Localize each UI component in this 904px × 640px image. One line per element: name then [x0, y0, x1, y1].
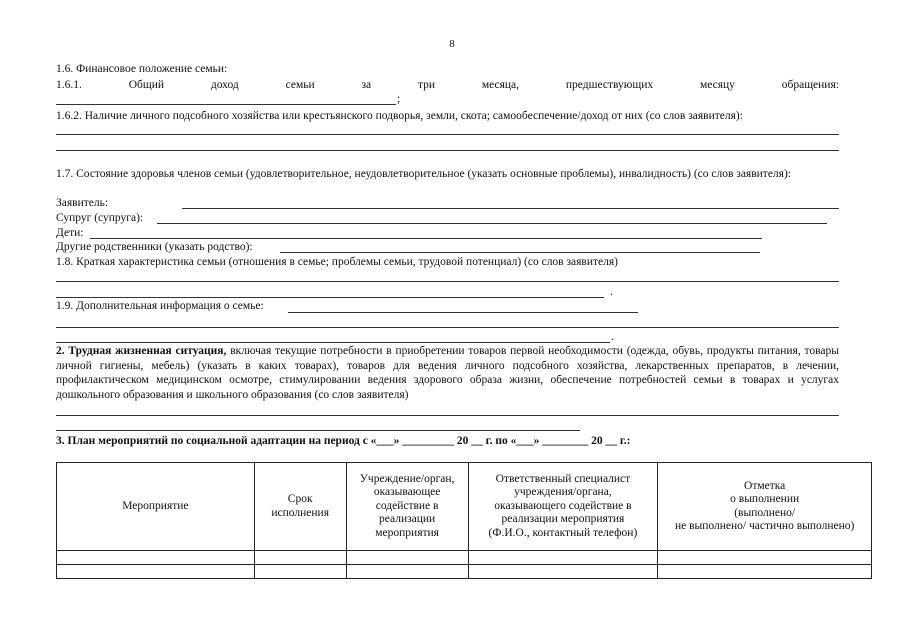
spouse-label: Супруг (супруга): — [56, 212, 144, 224]
fill-line[interactable] — [56, 430, 580, 431]
table-header-line: Учреждение/орган, — [359, 472, 455, 485]
table-cell[interactable] — [468, 551, 658, 565]
children-label: Дети: — [56, 227, 84, 239]
section-2-text — [56, 344, 839, 402]
table-header-line: Ответственный специалист — [495, 472, 631, 485]
section-1-6-2-text: 1.6.2. Наличие личного подсобного хозяйства или крестьянского подворья, земли, скота; самообеспечение/доход от них (со слов заявителя): — [56, 110, 743, 122]
table-cell[interactable] — [658, 565, 872, 579]
table-header-line: (выполнено/ — [734, 506, 796, 519]
section-1-6-1-word: семьи — [285, 79, 315, 91]
section-1-6-1-word: Общий — [128, 79, 165, 91]
section-1-9-end-mark: . — [611, 331, 614, 343]
table-header-line: (Ф.И.О., контактный телефон) — [488, 526, 638, 539]
section-1-6-1-word: месяца, — [481, 79, 520, 91]
table-header-line: не выполнено/ частично выполнено) — [674, 520, 855, 532]
table-header-line: реализации мероприятия — [501, 513, 625, 526]
section-1-6-1-word: 1.6.1. — [56, 79, 82, 91]
table-header-row — [57, 463, 872, 551]
applicant-label: Заявитель: — [56, 197, 109, 209]
section-1-8-end-mark: . — [610, 286, 613, 298]
section-1-6-1-word: за — [361, 79, 372, 91]
section-1-6-1-word: три — [417, 79, 436, 91]
header-institution — [346, 463, 468, 551]
table-row — [57, 565, 872, 579]
table-cell[interactable] — [346, 551, 468, 565]
fill-line[interactable] — [56, 342, 610, 343]
fill-line[interactable] — [288, 312, 638, 313]
spouse-line[interactable] — [157, 223, 827, 224]
table-header-line: Мероприятие — [122, 499, 189, 512]
section-1-6-1-word: обращения: — [781, 79, 839, 91]
header-activity — [57, 463, 255, 551]
relatives-label: Другие родственники (указать родство): — [56, 241, 253, 253]
table-header-line: оказывающее — [373, 486, 441, 499]
table-header-line: исполнения — [271, 506, 329, 519]
table-cell[interactable] — [346, 565, 468, 579]
section-1-6-1-word: предшествующих — [565, 79, 654, 91]
table-header-line: содействие в — [375, 499, 439, 512]
fill-line[interactable] — [56, 150, 839, 151]
table-header-line: о выполнении — [730, 493, 800, 505]
table-header-line: Срок — [287, 493, 313, 505]
section-2-body: включая текущие потребности в приобретении товаров первой необходимости (одежда, обувь, продукты питания, товары личной гигиены, мебель) (указать в каких товарах), товаров для ведения личного подсобного хозяйства, лекарственных препаратов, в лечении, профилактическом медицинском осмотре, стимулировании ведения здорового образа жизни, обеспечение потребностей семьи в товарах и услугах дошкольного образования и школьного образования (со слов заявителя) — [56, 345, 839, 401]
section-1-9-text: 1.9. Дополнительная информация о семье: — [56, 300, 264, 312]
table-header-line: реализации — [379, 513, 436, 526]
section-1-6-1-word: доход — [210, 79, 239, 91]
section-2-title: 2. Трудная жизненная ситуация, — [56, 345, 227, 357]
table-cell[interactable] — [468, 565, 658, 579]
fill-line[interactable] — [56, 104, 396, 105]
table-cell[interactable] — [658, 551, 872, 565]
table-header-line: учреждения/органа, — [514, 486, 612, 499]
table-cell[interactable] — [254, 551, 346, 565]
fill-line[interactable] — [56, 327, 839, 328]
table-header-line: мероприятия — [375, 526, 439, 539]
table-row — [57, 551, 872, 565]
section-1-8-text: 1.8. Краткая характеристика семьи (отношения в семье; проблемы семьи, трудовой потенциал) (со слов заявителя) — [56, 256, 619, 268]
header-completion-mark — [658, 463, 872, 551]
action-plan-table — [56, 462, 872, 579]
relatives-line[interactable] — [280, 252, 760, 253]
table-cell[interactable] — [254, 565, 346, 579]
header-deadline — [254, 463, 346, 551]
section-1-6-1-line — [56, 78, 839, 92]
fill-line[interactable] — [56, 281, 839, 282]
header-responsible — [468, 463, 658, 551]
section-3-title: 3. План мероприятий по социальной адаптации на период с «___» _________ 20 __ г. по «___» ________ 20 __ г.: — [56, 435, 631, 447]
table-cell[interactable] — [57, 565, 255, 579]
applicant-line[interactable] — [182, 208, 839, 209]
children-line[interactable] — [90, 238, 762, 239]
fill-line[interactable] — [56, 134, 839, 135]
section-1-7-text: 1.7. Состояние здоровья членов семьи (удовлетворительное, неудовлетворительное (указать основные проблемы), инвалидность) (со слов заявителя): — [56, 168, 791, 180]
fill-line[interactable] — [56, 297, 604, 298]
section-1-6-1-end-mark: ; — [397, 93, 401, 105]
table-header-line: Отметка — [744, 479, 786, 492]
table-header-line: оказывающего содействие в — [494, 499, 632, 512]
section-1-6-title: 1.6. Финансовое положение семьи: — [56, 63, 228, 75]
page-number: 8 — [449, 38, 455, 50]
section-1-6-1-word: месяцу — [699, 79, 735, 91]
fill-line[interactable] — [56, 415, 839, 416]
table-cell[interactable] — [57, 551, 255, 565]
